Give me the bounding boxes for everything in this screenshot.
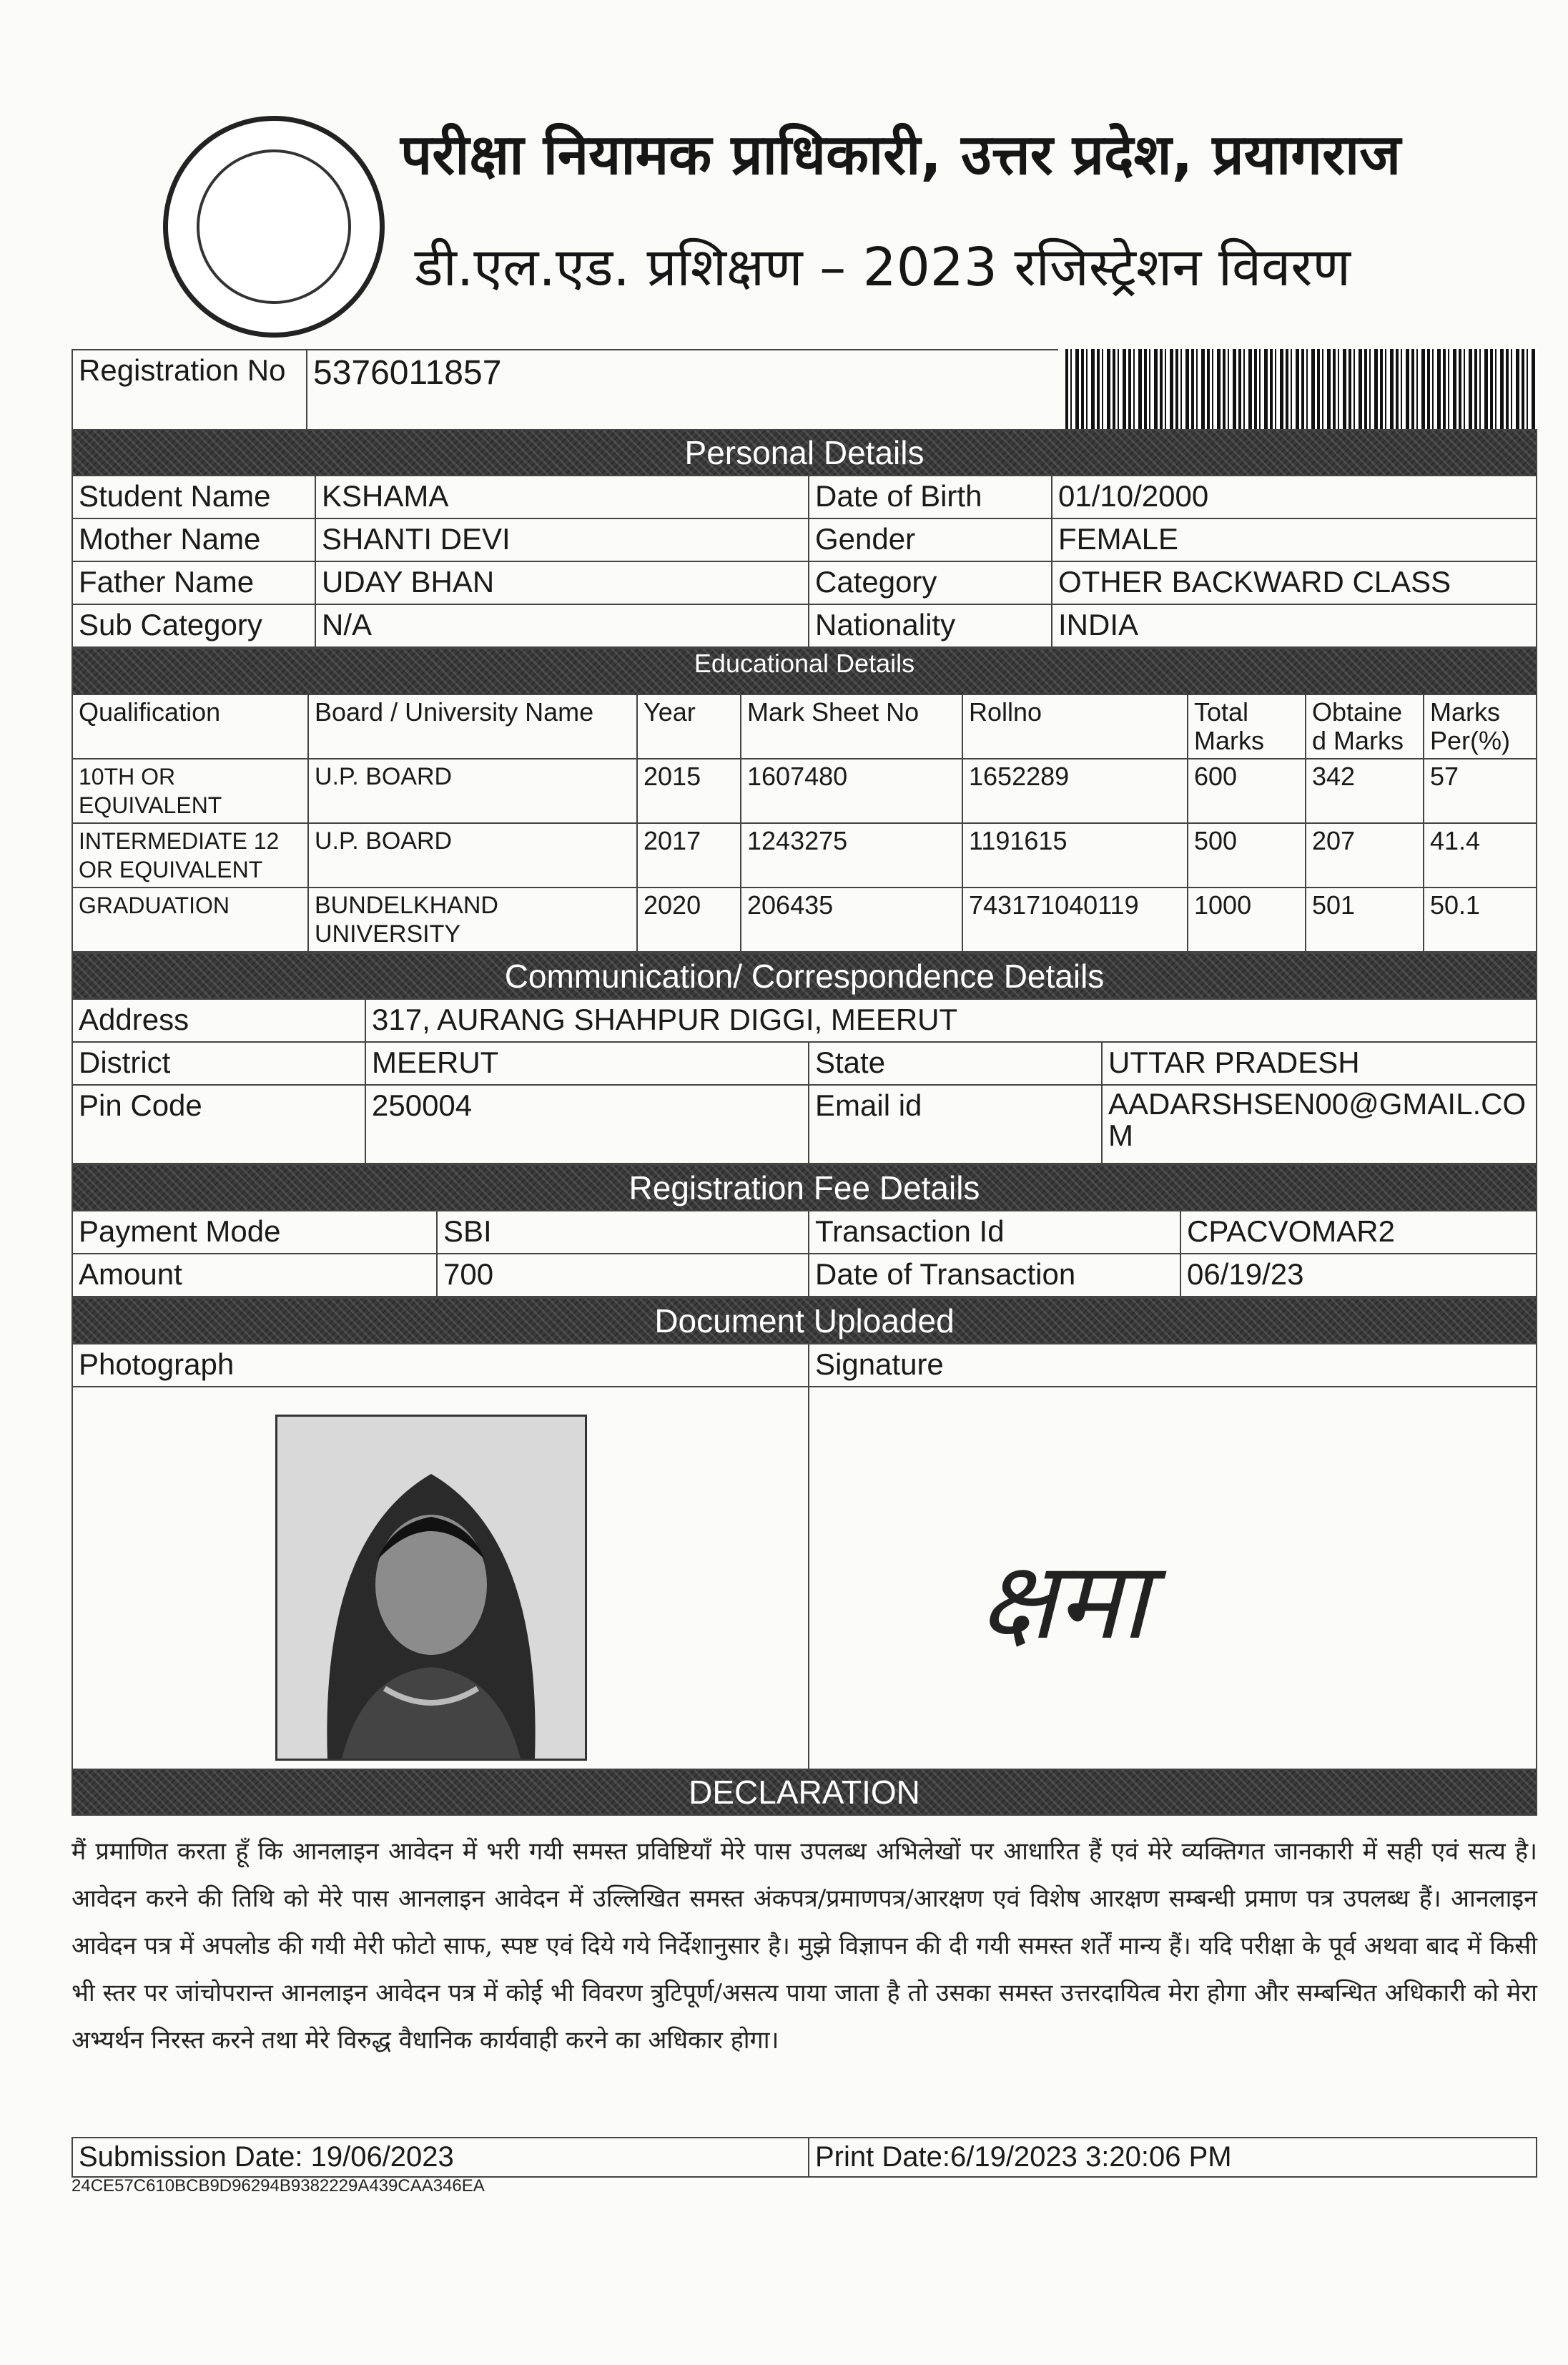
payment-mode-label: Payment Mode bbox=[72, 1211, 437, 1254]
col-marks-percent: Marks Per(%) bbox=[1424, 694, 1537, 759]
registration-subtitle: डी.एल.एड. प्रशिक्षण – 2023 रजिस्ट्रेशन विवरण bbox=[415, 237, 1351, 298]
cell: INTERMEDIATE 12 OR EQUIVALENT bbox=[72, 823, 308, 888]
cell: 501 bbox=[1306, 888, 1424, 952]
cell: 1243275 bbox=[741, 823, 962, 888]
sub-category-value: N/A bbox=[315, 604, 809, 647]
cell: 207 bbox=[1306, 823, 1424, 888]
gender-label: Gender bbox=[809, 518, 1052, 561]
cell: 2017 bbox=[637, 823, 741, 888]
transaction-id-label: Transaction Id bbox=[809, 1211, 1180, 1254]
fee-details-table bbox=[72, 1164, 1537, 1297]
pin-code-value: 250004 bbox=[365, 1085, 809, 1164]
father-name-value: UDAY BHAN bbox=[315, 561, 809, 604]
cell: 1607480 bbox=[741, 759, 962, 823]
seal-emblem bbox=[197, 149, 351, 304]
cell: U.P. BOARD bbox=[308, 759, 637, 823]
barcode bbox=[1065, 349, 1537, 429]
educational-details-header: Educational Details bbox=[72, 649, 1537, 694]
cell: 50.1 bbox=[1424, 888, 1537, 952]
communication-details-header: Communication/ Correspondence Details bbox=[72, 953, 1537, 999]
personal-details-table bbox=[72, 429, 1537, 648]
col-year: Year bbox=[637, 694, 741, 759]
submission-date: Submission Date: 19/06/2023 bbox=[72, 2138, 809, 2177]
table-row bbox=[72, 888, 1537, 952]
cell: 500 bbox=[1188, 823, 1306, 888]
cell: 57 bbox=[1424, 759, 1537, 823]
cell: 342 bbox=[1306, 759, 1424, 823]
signature-label: Signature bbox=[809, 1344, 1537, 1387]
amount-label: Amount bbox=[72, 1254, 437, 1297]
col-board: Board / University Name bbox=[308, 694, 637, 759]
up-government-seal bbox=[163, 116, 385, 338]
cell: 1652289 bbox=[962, 759, 1188, 823]
nationality-label: Nationality bbox=[809, 604, 1052, 647]
category-value: OTHER BACKWARD CLASS bbox=[1052, 561, 1537, 604]
documents-header: Document Uploaded bbox=[72, 1298, 1537, 1344]
dob-label: Date of Birth bbox=[809, 476, 1052, 518]
col-mark-sheet: Mark Sheet No bbox=[741, 694, 962, 759]
state-label: State bbox=[809, 1042, 1102, 1085]
pin-code-label: Pin Code bbox=[72, 1085, 365, 1164]
email-label: Email id bbox=[809, 1085, 1102, 1164]
dob-value: 01/10/2000 bbox=[1052, 476, 1537, 518]
candidate-photo-portrait bbox=[277, 1417, 585, 1759]
declaration-text: मैं प्रमाणित करता हूँ कि आनलाइन आवेदन में भरी गयी समस्त प्रविष्टियाँ मेरे पास उपलब्ध अभिलेखों पर आधारित हैं एवं मेरे व्यक्तिगत जानकारी में सही एवं सत्य है। आवेदन करने की तिथि को मेरे पास आनलाइन आवेदन में उल्लिखित समस्त अंकपत्र/प्रमाणपत्र/आरक्षण एवं विशेष आरक्षण सम्बन्धी प्रमाण पत्र उपलब्ध हैं। आनलाइन आवेदन पत्र में अपलोड की गयी मेरी फोटो साफ, स्पष्ट एवं दिये गये निर्देशानुसार है। मुझे विज्ञापन की दी गयी समस्त शर्तें मान्य हैं। यदि परीक्षा के पूर्व अथवा बाद में किसी भी स्तर पर जांचोपरान्त आनलाइन आवेदन पत्र में कोई भी विवरण त्रुटिपूर्ण/असत्य पाया जाता है तो उसका समस्त उत्तरदायित्व मेरा होगा और सम्बन्धित अधिकारी को मेरा अभ्यर्थन निरस्त करने तथा मेरे विरुद्ध वैधानिक कार्यवाही करने का अधिकार होगा। bbox=[72, 1837, 1537, 2055]
address-label: Address bbox=[72, 999, 365, 1042]
payment-mode-value: SBI bbox=[437, 1211, 809, 1254]
amount-value: 700 bbox=[437, 1254, 809, 1297]
registration-row bbox=[72, 349, 1537, 429]
nationality-value: INDIA bbox=[1052, 604, 1537, 647]
district-label: District bbox=[72, 1042, 365, 1085]
cell: 206435 bbox=[741, 888, 962, 952]
cell: GRADUATION bbox=[72, 888, 308, 952]
cell: 2015 bbox=[637, 759, 741, 823]
registration-no-value: 5376011857 bbox=[307, 350, 1058, 430]
father-name-label: Father Name bbox=[72, 561, 315, 604]
signature-image: क्षमा bbox=[980, 1539, 1149, 1663]
gender-value: FEMALE bbox=[1052, 518, 1537, 561]
cell: 743171040119 bbox=[962, 888, 1188, 952]
col-qualification: Qualification bbox=[72, 694, 308, 759]
cell: U.P. BOARD bbox=[308, 823, 637, 888]
cell: 10TH OR EQUIVALENT bbox=[72, 759, 308, 823]
email-value: AADARSHSEN00@GMAIL.COM bbox=[1102, 1085, 1537, 1164]
registration-no-label: Registration No bbox=[72, 350, 307, 430]
declaration-header: DECLARATION bbox=[72, 1769, 1537, 1815]
student-name-label: Student Name bbox=[72, 476, 315, 518]
cell: 41.4 bbox=[1424, 823, 1537, 888]
educational-details-table bbox=[72, 648, 1537, 953]
table-row bbox=[72, 823, 1537, 888]
transaction-date-value: 06/19/23 bbox=[1180, 1254, 1537, 1297]
transaction-id-value: CPACVOMAR2 bbox=[1180, 1211, 1537, 1254]
signature-cell bbox=[809, 1387, 1537, 1769]
cell: 1000 bbox=[1188, 888, 1306, 952]
personal-details-header: Personal Details bbox=[72, 430, 1537, 476]
transaction-date-label: Date of Transaction bbox=[809, 1254, 1180, 1297]
cell: BUNDELKHAND UNIVERSITY bbox=[308, 888, 637, 952]
category-label: Category bbox=[809, 561, 1052, 604]
photograph-label: Photograph bbox=[72, 1344, 809, 1387]
col-total-marks: Total Marks bbox=[1188, 694, 1306, 759]
col-obtained-marks: Obtaine d Marks bbox=[1306, 694, 1424, 759]
cell: 1191615 bbox=[962, 823, 1188, 888]
table-row bbox=[72, 759, 1537, 823]
district-value: MEERUT bbox=[365, 1042, 809, 1085]
print-date: Print Date:6/19/2023 3:20:06 PM bbox=[809, 2138, 1537, 2177]
communication-details-table bbox=[72, 953, 1537, 1164]
col-rollno: Rollno bbox=[962, 694, 1188, 759]
cell: 600 bbox=[1188, 759, 1306, 823]
fee-details-header: Registration Fee Details bbox=[72, 1165, 1537, 1211]
candidate-photo bbox=[275, 1415, 587, 1761]
mother-name-label: Mother Name bbox=[72, 518, 315, 561]
document-hash: 24CE57C610BCB9D96294B9382229A439CAA346EA bbox=[72, 2176, 485, 2196]
student-name-value: KSHAMA bbox=[315, 476, 809, 518]
state-value: UTTAR PRADESH bbox=[1102, 1042, 1537, 1085]
cell: 2020 bbox=[637, 888, 741, 952]
authority-title: परीक्षा नियामक प्राधिकारी, उत्तर प्रदेश, प्रयागराज bbox=[400, 123, 1401, 187]
sub-category-label: Sub Category bbox=[72, 604, 315, 647]
address-value: 317, AURANG SHAHPUR DIGGI, MEERUT bbox=[365, 999, 1537, 1042]
footer bbox=[72, 2137, 1537, 2178]
mother-name-value: SHANTI DEVI bbox=[315, 518, 809, 561]
